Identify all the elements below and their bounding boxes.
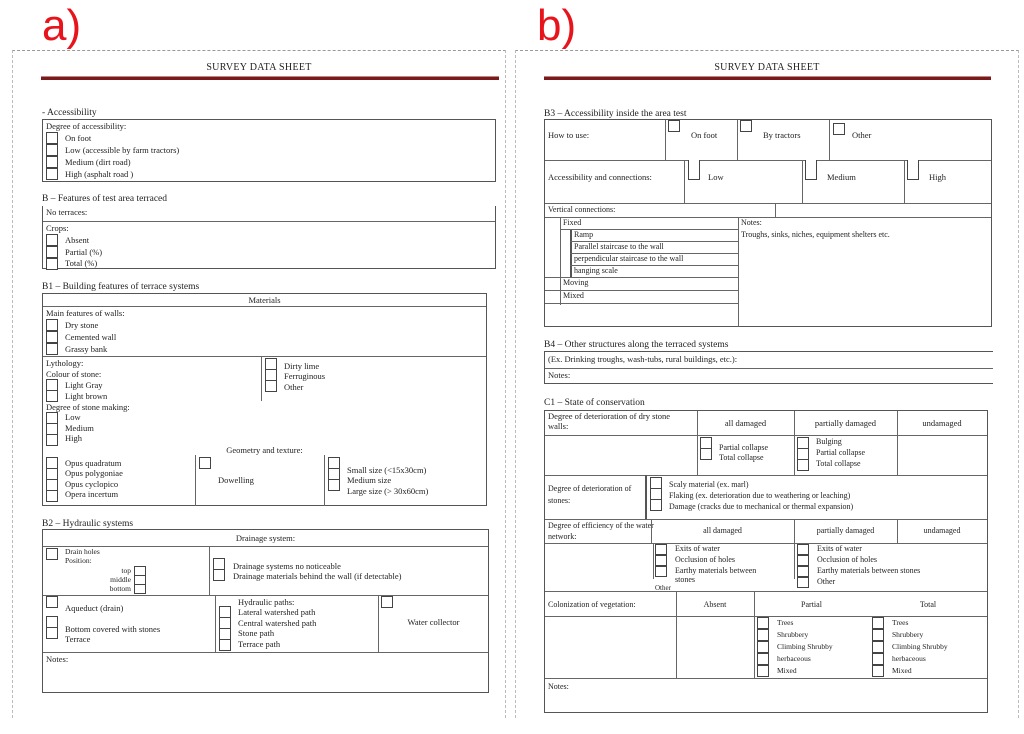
section-heading-b: B – Features of test area terraced	[42, 194, 168, 204]
divider	[43, 546, 488, 547]
drainage-header: Drainage system:	[235, 533, 296, 543]
option-label: Cemented wall	[65, 332, 117, 342]
b3-notes-label: Notes:	[741, 218, 762, 227]
divider	[43, 652, 488, 653]
option-label: Terrace path	[238, 639, 281, 649]
divider	[209, 546, 210, 595]
option-label: Small size (<15x30cm)	[347, 465, 427, 475]
divider	[775, 203, 776, 217]
divider	[324, 455, 325, 506]
option-label: Low	[65, 412, 81, 422]
divider	[545, 160, 991, 161]
divider	[738, 217, 739, 327]
option-label: Scaly material (ex. marl)	[669, 480, 749, 489]
b4-notes-label: Notes:	[548, 370, 571, 380]
divider	[665, 120, 666, 160]
checkbox-other-colour[interactable]	[265, 380, 277, 392]
checkbox-total-herbaceous[interactable]	[872, 653, 884, 665]
divider	[545, 303, 738, 304]
checkbox-water-collector[interactable]	[381, 596, 393, 608]
checkbox-damage[interactable]	[650, 499, 662, 511]
option-label: Drainage materials behind the wall (if detectable)	[233, 571, 402, 581]
section-heading-b1: B1 – Building features of terrace systems	[42, 282, 200, 292]
divider	[676, 616, 677, 678]
section-heading-b2: B2 – Hydraulic systems	[42, 519, 134, 529]
building-features-box	[42, 293, 487, 506]
position-label: Position:	[65, 556, 92, 565]
option-label: Medium size	[347, 475, 392, 485]
notes-label: Notes:	[46, 654, 69, 664]
option-label: Total collapse	[719, 453, 764, 462]
section-heading-c1: C1 – State of conservation	[544, 398, 645, 408]
how-to-use-label: How to use:	[548, 130, 590, 140]
option-label: Bulging	[816, 437, 842, 446]
b3-notes-text: Troughs, sinks, niches, equipment shelters etc.	[741, 230, 890, 239]
option-label: Moving	[563, 278, 589, 287]
stone-making-label: Degree of stone making:	[46, 402, 130, 412]
option-label: Other	[852, 130, 872, 140]
option-label: Parallel staircase to the wall	[574, 242, 664, 251]
checkbox-total-mixed[interactable]	[872, 665, 884, 677]
divider	[545, 678, 987, 679]
divider	[802, 160, 803, 203]
checkbox-crops-total[interactable]	[46, 258, 58, 270]
checkbox-partial-herbaceous[interactable]	[757, 653, 769, 665]
option-label: Exits of water	[817, 544, 862, 553]
crops-label: Crops:	[46, 223, 69, 233]
divider	[737, 120, 738, 160]
geometry-header: Geometry and texture:	[226, 445, 303, 455]
column-header: Absent	[703, 600, 727, 609]
other-structures-box	[544, 351, 993, 384]
checkbox-drainage-materials[interactable]	[213, 569, 225, 581]
sheet-title: SURVEY DATA SHEET	[714, 62, 820, 73]
column-header: Total	[919, 600, 937, 609]
checkbox-medium[interactable]	[46, 156, 58, 168]
divider	[215, 595, 216, 652]
checkbox-water-partial-exits[interactable]	[797, 544, 809, 555]
survey-sheet-a	[12, 50, 506, 718]
option-label: Ramp	[574, 230, 594, 239]
c1-notes-label: Notes:	[548, 682, 569, 691]
option-label: Bottom covered with stones	[65, 624, 161, 634]
option-label: Fixed	[563, 218, 582, 227]
option-label: Grassy bank	[65, 344, 108, 354]
section-heading-b3: B3 – Accessibility inside the area test	[544, 109, 687, 119]
option-label: Damage (cracks due to mechanical or thermal expansion)	[669, 502, 854, 511]
column-header: undamaged	[922, 418, 962, 428]
b4-example: (Ex. Drinking troughs, wash-tubs, rural buildings, etc.):	[548, 354, 738, 364]
option-label: Flaking (ex. deterioration due to weathering or leaching)	[669, 491, 851, 500]
option-label: Dirty lime	[284, 361, 320, 371]
column-header: all damaged	[724, 418, 767, 428]
colour-label: Colour of stone:	[46, 369, 102, 379]
no-terraces-label: No terraces:	[46, 207, 88, 217]
option-label: High	[65, 433, 82, 443]
option-label: Aqueduct (drain)	[65, 603, 124, 613]
hydraulic-paths-label: Hydraulic paths:	[238, 597, 295, 607]
hydraulic-box	[42, 529, 489, 693]
checkbox-high[interactable]	[46, 168, 58, 180]
checkbox-partial-climbing[interactable]	[757, 641, 769, 653]
option-label: Medium (dirt road)	[65, 157, 131, 167]
checkbox-access-high[interactable]	[907, 160, 919, 180]
checkbox-partial-total-collapse[interactable]	[797, 459, 809, 471]
checkbox-terrace-path[interactable]	[219, 639, 231, 651]
option-label: Opera incertum	[65, 489, 119, 499]
stones-deterioration-label: Degree of deterioration of stones:	[548, 484, 632, 505]
panel-label-a: a)	[42, 1, 82, 50]
option-label: stones	[675, 575, 695, 584]
option-label: Dowelling	[218, 475, 254, 485]
checkbox-water-all-occlusion[interactable]	[655, 555, 667, 566]
option-label: Opus cyclopico	[65, 479, 119, 489]
position-top-label: top	[121, 566, 131, 575]
header-rule	[544, 76, 991, 80]
option-label: Lateral watershed path	[238, 607, 316, 617]
option-label: Terrace	[65, 634, 91, 644]
checkbox-all-total-collapse[interactable]	[700, 448, 712, 460]
option-label: Mixed	[892, 666, 912, 675]
checkbox-partial-shrubbery[interactable]	[757, 629, 769, 641]
option-label: Medium	[65, 423, 94, 433]
option-label: Occlusion of holes	[675, 555, 735, 564]
option-label: Other	[655, 584, 671, 592]
vertical-connections-label: Vertical connections:	[548, 205, 616, 214]
water-network-label: Degree of efficiency of the water network:	[548, 521, 654, 541]
checkbox-water-partial-earthy[interactable]	[797, 566, 809, 577]
degree-label: Degree of accessibility:	[46, 121, 127, 131]
checkbox-drain-holes[interactable]	[46, 548, 58, 560]
checkbox-water-partial-other[interactable]	[797, 577, 809, 588]
option-label: Partial collapse	[816, 448, 866, 457]
checkbox-partial-trees[interactable]	[757, 617, 769, 629]
checkbox-crops-absent[interactable]	[46, 234, 58, 246]
materials-header: Materials	[248, 295, 281, 305]
section-heading-b4: B4 – Other structures along the terraced systems	[544, 340, 729, 350]
option-label: Opus quadratum	[65, 458, 122, 468]
option-label: Low	[708, 172, 724, 182]
option-label: Earthy materials between	[675, 566, 757, 575]
sheet-title: SURVEY DATA SHEET	[206, 62, 312, 73]
option-label: Climbing Shrubby	[777, 642, 833, 651]
checkbox-total-shrubbery[interactable]	[872, 629, 884, 641]
checkbox-crops-partial[interactable]	[46, 246, 58, 258]
divider	[560, 217, 561, 305]
survey-sheet-b	[515, 50, 1019, 718]
divider	[645, 475, 647, 520]
divider	[545, 217, 991, 218]
option-label: Shrubbery	[777, 630, 809, 639]
checkbox-water-all-exits[interactable]	[655, 544, 667, 555]
divider	[261, 356, 262, 401]
divider	[545, 543, 987, 544]
checkbox-total-trees[interactable]	[872, 617, 884, 629]
option-label: High	[929, 172, 946, 182]
option-label: Ferruginous	[284, 371, 326, 381]
option-label: Water collector	[407, 617, 460, 627]
position-middle-label: middle	[110, 575, 131, 584]
divider	[43, 356, 486, 357]
divider	[653, 543, 654, 579]
divider	[545, 368, 993, 369]
checkbox-aqueduct[interactable]	[46, 596, 58, 608]
checkbox-terrace[interactable]	[46, 627, 58, 639]
option-label: Central watershed path	[238, 618, 317, 628]
option-label: On foot	[65, 133, 92, 143]
option-label: herbaceous	[892, 654, 926, 663]
checkbox-use-on-foot[interactable]	[668, 120, 680, 132]
column-header: Partial	[801, 600, 822, 609]
checkbox-partial-mixed[interactable]	[757, 665, 769, 677]
checkbox-position-bottom[interactable]	[134, 584, 146, 594]
option-label: herbaceous	[777, 654, 811, 663]
checkbox-access-medium[interactable]	[805, 160, 817, 180]
option-label: Partial (%)	[65, 247, 103, 257]
option-label: Light brown	[65, 391, 108, 401]
option-label: Mixed	[777, 666, 797, 675]
option-label: On foot	[691, 130, 718, 140]
checkbox-on-foot[interactable]	[46, 132, 58, 144]
column-header: undamaged	[923, 526, 961, 535]
walls-label: Main features of walls:	[46, 308, 125, 318]
checkbox-grassy-bank[interactable]	[46, 343, 58, 355]
option-label: Low (accessible by farm tractors)	[65, 145, 180, 155]
checkbox-water-partial-occlusion[interactable]	[797, 555, 809, 566]
divider	[545, 435, 987, 436]
option-label: Trees	[892, 618, 909, 627]
option-label: Shrubbery	[892, 630, 924, 639]
column-header: all damaged	[703, 526, 742, 535]
checkbox-cemented-wall[interactable]	[46, 331, 58, 343]
option-label: Drain holes	[65, 547, 100, 556]
option-label: Mixed	[563, 291, 584, 300]
conservation-box	[544, 410, 988, 713]
checkbox-use-other[interactable]	[833, 123, 845, 135]
checkbox-low[interactable]	[46, 144, 58, 156]
checkbox-access-low[interactable]	[688, 160, 700, 180]
checkbox-large-size[interactable]	[328, 479, 340, 491]
option-label: Other	[284, 382, 304, 392]
option-label: hanging scale	[574, 266, 618, 275]
column-header: partially damaged	[814, 418, 877, 428]
option-label: High (asphalt road )	[65, 169, 134, 179]
option-label: By tractors	[763, 130, 801, 140]
divider	[545, 475, 987, 476]
checkbox-dowelling[interactable]	[199, 457, 211, 469]
lythology-label: Lythology:	[46, 358, 84, 368]
panel-label-b: b)	[537, 1, 577, 50]
checkbox-use-tractors[interactable]	[740, 120, 752, 132]
checkbox-opera-incertum[interactable]	[46, 490, 58, 502]
option-label: perpendicular staircase to the wall	[574, 254, 684, 263]
option-label: Occlusion of holes	[817, 555, 877, 564]
accessibility-box	[42, 119, 496, 182]
position-bottom-label: bottom	[109, 584, 131, 593]
section-heading-accessibility: - Accessibility	[42, 108, 97, 118]
divider	[684, 160, 685, 203]
option-label: Total collapse	[816, 459, 861, 468]
divider	[545, 591, 987, 592]
checkbox-dry-stone[interactable]	[46, 319, 58, 331]
option-label: Other	[817, 577, 836, 586]
option-label: Total (%)	[65, 258, 98, 268]
divider	[829, 120, 830, 160]
option-label: Light Gray	[65, 380, 103, 390]
option-label: Opus polygoniae	[65, 468, 123, 478]
terraced-box	[42, 206, 496, 269]
option-label: Stone path	[238, 628, 275, 638]
option-label: Large size (> 30x60cm)	[347, 486, 429, 496]
walls-deterioration-label: Degree of deterioration of dry stone walls:	[548, 411, 671, 431]
option-label: Absent	[65, 235, 90, 245]
option-label: Trees	[777, 618, 794, 627]
option-label: Climbing Shrubby	[892, 642, 948, 651]
option-label: Dry stone	[65, 320, 99, 330]
header-rule	[41, 76, 499, 80]
option-label: Medium	[827, 172, 856, 182]
column-header: partially damaged	[816, 526, 875, 535]
checkbox-total-climbing[interactable]	[872, 641, 884, 653]
divider	[754, 616, 755, 678]
divider	[43, 221, 495, 222]
checkbox-water-all-earthy[interactable]	[655, 566, 667, 577]
vegetation-label: Colonization of vegetation:	[548, 600, 636, 609]
divider	[904, 160, 905, 203]
accessibility-inside-box	[544, 119, 992, 327]
divider	[195, 455, 196, 506]
option-label: Partial collapse	[719, 443, 769, 452]
option-label: Exits of water	[675, 544, 720, 553]
access-connections-label: Accessibility and connections:	[548, 172, 652, 182]
option-label: Earthy materials between stones	[817, 566, 921, 575]
option-label: Drainage systems no noticeable	[233, 561, 341, 571]
